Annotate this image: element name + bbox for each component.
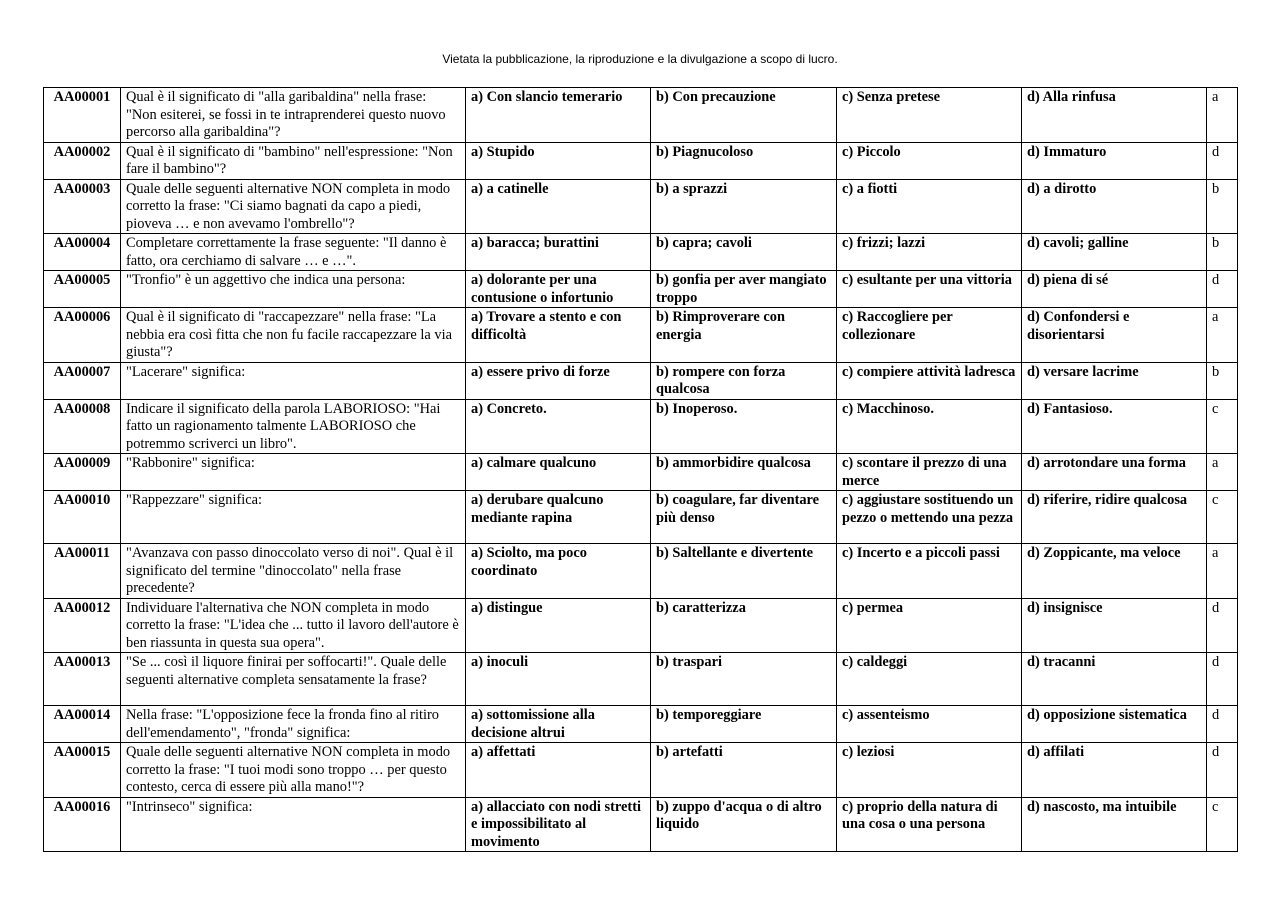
question-code: AA00003 (44, 179, 121, 234)
correct-answer: d (1207, 743, 1238, 798)
table-row (44, 308, 1238, 363)
option-b: b) gonfia per aver mangiato troppo (651, 271, 837, 308)
correct-answer: a (1207, 88, 1238, 143)
option-c: c) compiere attività ladresca (837, 362, 1022, 399)
table-row (44, 179, 1238, 234)
option-b: b) Con precauzione (651, 88, 837, 143)
option-a: a) baracca; burattini (466, 234, 651, 271)
question-code: AA00014 (44, 706, 121, 743)
option-a: a) allacciato con nodi stretti e impossibilitato al movimento (466, 797, 651, 852)
question-code: AA00011 (44, 544, 121, 599)
option-d: d) Zoppicante, ma veloce (1022, 544, 1207, 599)
option-c: c) leziosi (837, 743, 1022, 798)
option-a: a) a catinelle (466, 179, 651, 234)
option-b: b) Inoperoso. (651, 399, 837, 454)
option-a: a) calmare qualcuno (466, 454, 651, 491)
correct-answer: a (1207, 454, 1238, 491)
option-c: c) frizzi; lazzi (837, 234, 1022, 271)
question-code: AA00012 (44, 598, 121, 653)
question-text: Individuare l'alternativa che NON completa in modo corretto la frase: "L'idea che ... tutto il lavoro dell'autore è ben riassunta in questa sua opera". (121, 598, 466, 653)
table-row (44, 706, 1238, 743)
table-row (44, 234, 1238, 271)
option-c: c) Senza pretese (837, 88, 1022, 143)
question-code: AA00001 (44, 88, 121, 143)
question-code: AA00013 (44, 653, 121, 706)
correct-answer: d (1207, 142, 1238, 179)
option-c: c) Piccolo (837, 142, 1022, 179)
question-text: "Avanzava con passo dinoccolato verso di noi". Qual è il significato del termine "dinoccolato" nella frase precedente? (121, 544, 466, 599)
question-text: "Tronfio" è un aggettivo che indica una persona: (121, 271, 466, 308)
option-a: a) dolorante per una contusione o infortunio (466, 271, 651, 308)
correct-answer: d (1207, 598, 1238, 653)
correct-answer: c (1207, 797, 1238, 852)
option-d: d) affilati (1022, 743, 1207, 798)
table-row (44, 88, 1238, 143)
table-row (44, 544, 1238, 599)
table-row (44, 797, 1238, 852)
correct-answer: c (1207, 491, 1238, 544)
question-code: AA00008 (44, 399, 121, 454)
option-c: c) Macchinoso. (837, 399, 1022, 454)
option-a: a) inoculi (466, 653, 651, 706)
option-b: b) Piagnucoloso (651, 142, 837, 179)
option-d: d) opposizione sistematica (1022, 706, 1207, 743)
option-c: c) esultante per una vittoria (837, 271, 1022, 308)
option-d: d) Confondersi e disorientarsi (1022, 308, 1207, 363)
question-code: AA00016 (44, 797, 121, 852)
option-b: b) temporeggiare (651, 706, 837, 743)
question-code: AA00006 (44, 308, 121, 363)
question-text: Nella frase: "L'opposizione fece la fronda fino al ritiro dell'emendamento", "fronda" significa: (121, 706, 466, 743)
correct-answer: a (1207, 544, 1238, 599)
option-a: a) Concreto. (466, 399, 651, 454)
table-row (44, 362, 1238, 399)
option-d: d) riferire, ridire qualcosa (1022, 491, 1207, 544)
table-row (44, 598, 1238, 653)
option-d: d) a dirotto (1022, 179, 1207, 234)
option-a: a) affettati (466, 743, 651, 798)
option-d: d) Alla rinfusa (1022, 88, 1207, 143)
option-c: c) aggiustare sostituendo un pezzo o mettendo una pezza (837, 491, 1022, 544)
table-row (44, 142, 1238, 179)
option-d: d) Fantasioso. (1022, 399, 1207, 454)
correct-answer: c (1207, 399, 1238, 454)
option-d: d) nascosto, ma intuibile (1022, 797, 1207, 852)
question-code: AA00004 (44, 234, 121, 271)
option-b: b) Saltellante e divertente (651, 544, 837, 599)
option-b: b) artefatti (651, 743, 837, 798)
correct-answer: d (1207, 706, 1238, 743)
question-text: "Lacerare" significa: (121, 362, 466, 399)
question-text: Quale delle seguenti alternative NON completa in modo corretto la frase: "I tuoi modi sono troppo … per questo contesto, cerca di essere più alla mano!"? (121, 743, 466, 798)
correct-answer: a (1207, 308, 1238, 363)
quiz-table (43, 87, 1238, 852)
question-text: Qual è il significato di "alla garibaldina" nella frase: "Non esiterei, se fossi in te intraprenderei questo nuovo percorso alla garibaldina"? (121, 88, 466, 143)
question-text: Qual è il significato di "bambino" nell'espressione: "Non fare il bambino"? (121, 142, 466, 179)
question-text: "Rappezzare" significa: (121, 491, 466, 544)
option-d: d) piena di sé (1022, 271, 1207, 308)
option-d: d) insignisce (1022, 598, 1207, 653)
question-text: "Rabbonire" significa: (121, 454, 466, 491)
correct-answer: b (1207, 234, 1238, 271)
table-row (44, 743, 1238, 798)
question-code: AA00009 (44, 454, 121, 491)
table-row (44, 399, 1238, 454)
option-a: a) Sciolto, ma poco coordinato (466, 544, 651, 599)
option-a: a) Stupido (466, 142, 651, 179)
table-row (44, 491, 1238, 544)
option-a: a) essere privo di forze (466, 362, 651, 399)
correct-answer: d (1207, 271, 1238, 308)
option-d: d) cavoli; galline (1022, 234, 1207, 271)
option-a: a) Trovare a stento e con difficoltà (466, 308, 651, 363)
option-d: d) Immaturo (1022, 142, 1207, 179)
option-b: b) traspari (651, 653, 837, 706)
option-b: b) coagulare, far diventare più denso (651, 491, 837, 544)
option-a: a) sottomissione alla decisione altrui (466, 706, 651, 743)
question-code: AA00005 (44, 271, 121, 308)
option-c: c) permea (837, 598, 1022, 653)
option-c: c) Raccogliere per collezionare (837, 308, 1022, 363)
option-b: b) Rimproverare con energia (651, 308, 837, 363)
table-row (44, 454, 1238, 491)
question-text: Indicare il significato della parola LABORIOSO: "Hai fatto un ragionamento talmente LABORIOSO che potremmo scriverci un libro". (121, 399, 466, 454)
option-d: d) tracanni (1022, 653, 1207, 706)
correct-answer: d (1207, 653, 1238, 706)
question-text: Qual è il significato di "raccapezzare" nella frase: "La nebbia era così fitta che non fu facile raccapezzare la via giusta"? (121, 308, 466, 363)
option-d: d) arrotondare una forma (1022, 454, 1207, 491)
option-d: d) versare lacrime (1022, 362, 1207, 399)
option-c: c) Incerto e a piccoli passi (837, 544, 1022, 599)
table-row (44, 653, 1238, 706)
question-text: "Se ... così il liquore finirai per soffocarti!". Quale delle seguenti alternative completa sensatamente la frase? (121, 653, 466, 706)
option-a: a) derubare qualcuno mediante rapina (466, 491, 651, 544)
page-header-notice: Vietata la pubblicazione, la riproduzione e la divulgazione a scopo di lucro. (442, 52, 838, 66)
table-row (44, 271, 1238, 308)
option-c: c) a fiotti (837, 179, 1022, 234)
question-text: Quale delle seguenti alternative NON completa in modo corretto la frase: "Ci siamo bagnati da capo a piedi, pioveva … e non avevamo l'ombrello"? (121, 179, 466, 234)
option-b: b) ammorbidire qualcosa (651, 454, 837, 491)
option-a: a) distingue (466, 598, 651, 653)
option-b: b) capra; cavoli (651, 234, 837, 271)
option-c: c) proprio della natura di una cosa o una persona (837, 797, 1022, 852)
question-text: "Intrinseco" significa: (121, 797, 466, 852)
option-c: c) assenteismo (837, 706, 1022, 743)
correct-answer: b (1207, 362, 1238, 399)
question-text: Completare correttamente la frase seguente: "Il danno è fatto, ora cerchiamo di salvare … e …". (121, 234, 466, 271)
option-b: b) rompere con forza qualcosa (651, 362, 837, 399)
option-c: c) caldeggi (837, 653, 1022, 706)
question-code: AA00015 (44, 743, 121, 798)
question-code: AA00010 (44, 491, 121, 544)
option-b: b) a sprazzi (651, 179, 837, 234)
option-b: b) caratterizza (651, 598, 837, 653)
question-code: AA00007 (44, 362, 121, 399)
option-c: c) scontare il prezzo di una merce (837, 454, 1022, 491)
question-code: AA00002 (44, 142, 121, 179)
option-b: b) zuppo d'acqua o di altro liquido (651, 797, 837, 852)
option-a: a) Con slancio temerario (466, 88, 651, 143)
quiz-table-body (44, 88, 1238, 852)
correct-answer: b (1207, 179, 1238, 234)
